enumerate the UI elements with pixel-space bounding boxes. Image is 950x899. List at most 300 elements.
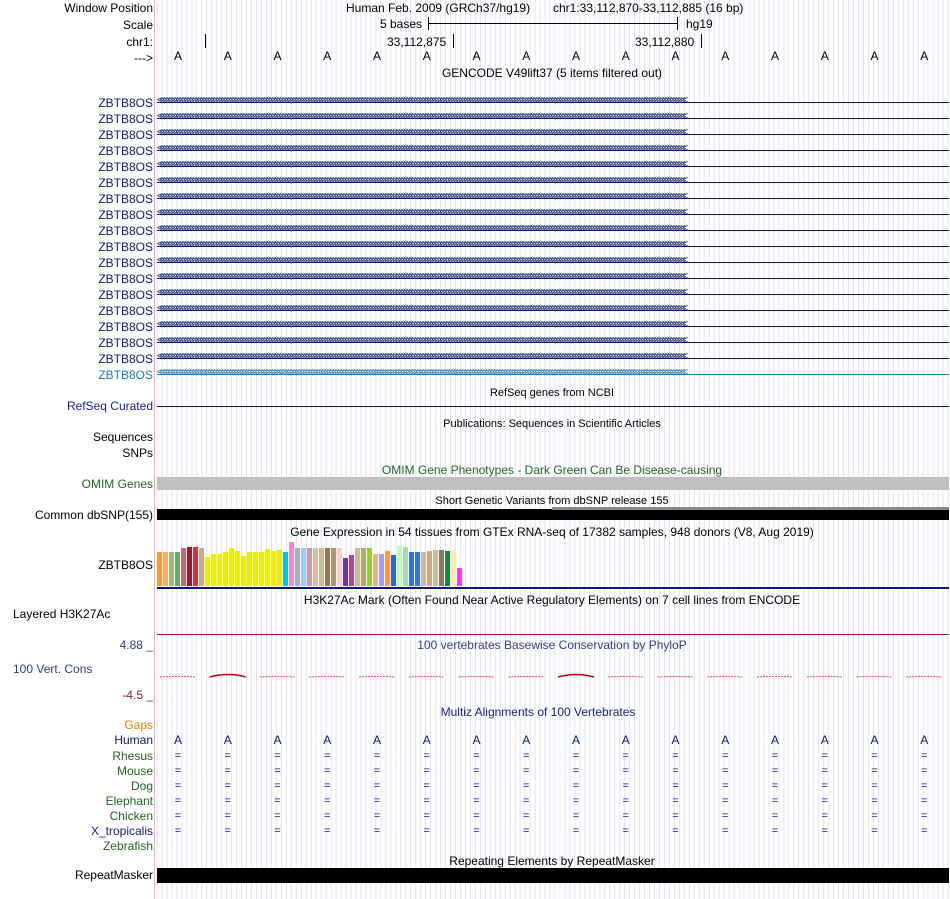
gtex-tissue-bar[interactable] [187, 547, 192, 586]
gencode-transcript-label[interactable]: ZBTB8OS [98, 208, 153, 222]
strand-arrows: <<<<<<<<<<<<<<<<<<<<<<<<<<<<<<<<<<<<<<<<<<<<<<<<<<<<<<<<<<<<<<<<<<<<<<<<<<<<<<<<<<<<<<<<<<<<<<<<<<<<<<<<<<<<<<<<<<<<<<<<<<<<<<<<<<<<<<<<<<<<<<<<<<<<<<<<<<<<<<<<<<<<<<<<<<<<<<<<<<<<<<<<<<<<<<<<<<<<<<<< [157, 127, 685, 138]
gencode-transcript-label[interactable]: ZBTB8OS [98, 320, 153, 334]
sequence-base: A [770, 49, 780, 63]
alignment-match: = [224, 825, 231, 837]
phylop-score-curve [210, 675, 246, 678]
gencode-transcript-feature[interactable] [157, 207, 949, 220]
gencode-transcript-feature[interactable] [157, 127, 949, 140]
gtex-tissue-bar[interactable] [157, 552, 162, 586]
gtex-tissue-bar[interactable] [283, 552, 288, 586]
strand-arrows: <<<<<<<<<<<<<<<<<<<<<<<<<<<<<<<<<<<<<<<<<<<<<<<<<<<<<<<<<<<<<<<<<<<<<<<<<<<<<<<<<<<<<<<<<<<<<<<<<<<<<<<<<<<<<<<<<<<<<<<<<<<<<<<<<<<<<<<<<<<<<<<<<<<<<<<<<<<<<<<<<<<<<<<<<<<<<<<<<<<<<<<<<<<<<<<<<<<<<<<< [157, 319, 685, 330]
gtex-tissue-bar[interactable] [361, 548, 366, 586]
gencode-transcript-feature[interactable] [157, 351, 949, 364]
human-base: A [770, 733, 780, 747]
sequence-base: A [870, 49, 879, 63]
gencode-transcript-label[interactable]: ZBTB8OS [98, 304, 153, 318]
strand-arrows: <<<<<<<<<<<<<<<<<<<<<<<<<<<<<<<<<<<<<<<<<<<<<<<<<<<<<<<<<<<<<<<<<<<<<<<<<<<<<<<<<<<<<<<<<<<<<<<<<<<<<<<<<<<<<<<<<<<<<<<<<<<<<<<<<<<<<<<<<<<<<<<<<<<<<<<<<<<<<<<<<<<<<<<<<<<<<<<<<<<<<<<<<<<<<<<<<<<<<<<< [157, 95, 685, 106]
sequence-base: A [721, 49, 730, 63]
alignment-match: = [274, 750, 281, 762]
gencode-transcript-feature[interactable] [157, 143, 949, 156]
alignment-match: = [672, 810, 679, 822]
gtex-tissue-bar[interactable] [409, 552, 414, 586]
phylop-score-curve [359, 677, 395, 678]
species-label[interactable]: Elephant [105, 794, 153, 808]
gtex-tissue-bar[interactable] [175, 552, 180, 586]
alignment-match: = [324, 780, 331, 792]
gtex-tissue-bar[interactable] [421, 552, 426, 586]
gtex-tissue-bar[interactable] [193, 547, 198, 586]
alignment-match: = [921, 795, 928, 807]
phylop-score-curve [807, 677, 843, 678]
h3k27ac-signal-line [157, 634, 949, 635]
repeatmasker-track-title[interactable]: Repeating Elements by RepeatMasker [449, 854, 655, 868]
gencode-transcript-feature[interactable] [157, 95, 949, 108]
chrom-label: chr1: [126, 35, 153, 49]
human-base: A [273, 733, 282, 747]
ruler-tick-1 [453, 34, 454, 48]
gtex-tissue-bar[interactable] [349, 555, 354, 586]
gtex-tissue-bar[interactable] [241, 556, 246, 586]
phylop-score-curve [707, 677, 743, 678]
alignment-match: = [672, 765, 679, 777]
gtex-tissue-bar[interactable] [331, 548, 336, 586]
scale-bar [428, 23, 678, 24]
alignment-match: = [722, 750, 729, 762]
gencode-transcript-feature[interactable] [157, 287, 949, 300]
species-label[interactable]: Dog [130, 779, 153, 793]
alignment-match: = [473, 825, 480, 837]
alignment-match: = [722, 810, 729, 822]
strand-arrows: <<<<<<<<<<<<<<<<<<<<<<<<<<<<<<<<<<<<<<<<<<<<<<<<<<<<<<<<<<<<<<<<<<<<<<<<<<<<<<<<<<<<<<<<<<<<<<<<<<<<<<<<<<<<<<<<<<<<<<<<<<<<<<<<<<<<<<<<<<<<<<<<<<<<<<<<<<<<<<<<<<<<<<<<<<<<<<<<<<<<<<<<<<<<<<<<<<<<<<<< [157, 271, 685, 282]
alignment-match: = [224, 750, 231, 762]
sequence-base: A [173, 49, 183, 63]
strand-arrows: <<<<<<<<<<<<<<<<<<<<<<<<<<<<<<<<<<<<<<<<<<<<<<<<<<<<<<<<<<<<<<<<<<<<<<<<<<<<<<<<<<<<<<<<<<<<<<<<<<<<<<<<<<<<<<<<<<<<<<<<<<<<<<<<<<<<<<<<<<<<<<<<<<<<<<<<<<<<<<<<<<<<<<<<<<<<<<<<<<<<<<<<<<<<<<<<<<<<<<<< [157, 191, 685, 202]
alignment-match: = [821, 750, 828, 762]
gtex-tissue-bar[interactable] [301, 548, 306, 586]
alignment-match: = [373, 765, 381, 777]
alignment-match: = [622, 795, 629, 807]
ruler-tick-start [205, 34, 206, 48]
alignment-match: = [473, 750, 480, 762]
alignment-match: = [373, 750, 381, 762]
alignment-match: = [274, 825, 281, 837]
alignment-match: = [771, 750, 779, 762]
sequence-base: A [323, 49, 332, 63]
alignment-match: = [672, 780, 679, 792]
left-border [154, 0, 155, 899]
scale-bar-right-tick [677, 17, 678, 30]
alignment-match: = [622, 810, 629, 822]
sequence-base: A [223, 49, 232, 63]
human-base: A [820, 733, 829, 747]
phylop-score-curve [160, 677, 196, 678]
human-base: A [223, 733, 232, 747]
phylop-score-curve [309, 677, 345, 678]
sequence-base: A [372, 49, 382, 63]
phylop-score-curve [608, 677, 644, 678]
sequence-base: A [571, 49, 581, 63]
strand-arrows: <<<<<<<<<<<<<<<<<<<<<<<<<<<<<<<<<<<<<<<<<<<<<<<<<<<<<<<<<<<<<<<<<<<<<<<<<<<<<<<<<<<<<<<<<<<<<<<<<<<<<<<<<<<<<<<<<<<<<<<<<<<<<<<<<<<<<<<<<<<<<<<<<<<<<<<<<<<<<<<<<<<<<<<<<<<<<<<<<<<<<<<<<<<<<<<<<<<<<<<< [157, 207, 685, 218]
alignment-match: = [771, 810, 779, 822]
alignment-match: = [871, 750, 878, 762]
gtex-tissue-bar[interactable] [253, 552, 258, 586]
omim-label[interactable]: OMIM Genes [81, 477, 153, 491]
alignment-match: = [473, 765, 480, 777]
gencode-transcript-feature[interactable] [157, 335, 949, 348]
alignment-match: = [672, 825, 679, 837]
alignment-match: = [523, 765, 530, 777]
alignment-match: = [523, 795, 530, 807]
gencode-transcript-label[interactable]: ZBTB8OS [98, 128, 153, 142]
phylop-min-label: -4.5 _ [122, 688, 153, 702]
alignment-match: = [274, 810, 281, 822]
gtex-tissue-bar[interactable] [169, 552, 174, 586]
alignment-match: = [921, 765, 928, 777]
gtex-divider [157, 587, 949, 589]
alignment-match: = [871, 810, 878, 822]
gtex-tissue-bar[interactable] [223, 552, 228, 586]
human-base: A [721, 733, 730, 747]
gtex-tissue-bar[interactable] [181, 548, 186, 586]
strand-arrows: <<<<<<<<<<<<<<<<<<<<<<<<<<<<<<<<<<<<<<<<<<<<<<<<<<<<<<<<<<<<<<<<<<<<<<<<<<<<<<<<<<<<<<<<<<<<<<<<<<<<<<<<<<<<<<<<<<<<<<<<<<<<<<<<<<<<<<<<<<<<<<<<<<<<<<<<<<<<<<<<<<<<<<<<<<<<<<<<<<<<<<<<<<<<<<<<<<<<<<<< [157, 351, 685, 362]
gtex-tissue-bar[interactable] [229, 548, 234, 586]
gencode-transcript-feature[interactable] [157, 239, 949, 252]
gencode-transcript-label[interactable]: ZBTB8OS [98, 160, 153, 174]
alignment-match: = [274, 765, 281, 777]
sequence-base: A [920, 49, 929, 63]
strand-arrows: <<<<<<<<<<<<<<<<<<<<<<<<<<<<<<<<<<<<<<<<<<<<<<<<<<<<<<<<<<<<<<<<<<<<<<<<<<<<<<<<<<<<<<<<<<<<<<<<<<<<<<<<<<<<<<<<<<<<<<<<<<<<<<<<<<<<<<<<<<<<<<<<<<<<<<<<<<<<<<<<<<<<<<<<<<<<<<<<<<<<<<<<<<<<<<<<<<<<<<<< [157, 287, 685, 298]
gtex-tissue-bar[interactable] [385, 551, 390, 586]
alignment-match: = [523, 780, 530, 792]
alignment-match: = [572, 795, 580, 807]
gtex-tissue-bar[interactable] [337, 548, 342, 586]
refseq-feature-line[interactable] [157, 406, 949, 407]
gtex-tissue-bar[interactable] [451, 550, 456, 586]
alignment-match: = [423, 750, 430, 762]
gtex-tissue-bar[interactable] [277, 550, 282, 586]
gtex-tissue-bar[interactable] [259, 552, 264, 586]
gtex-tissue-bar[interactable] [403, 547, 408, 586]
alignment-match: = [373, 825, 381, 837]
phylop-score-curve [508, 677, 544, 678]
gencode-transcript-label[interactable]: ZBTB8OS [98, 272, 153, 286]
position-readout: chr1:33,112,870-33,112,885 (16 bp) [553, 1, 744, 15]
gtex-tissue-bar[interactable] [289, 542, 294, 586]
gtex-tissue-bar[interactable] [163, 552, 168, 586]
alignment-match: = [622, 780, 629, 792]
gencode-transcript-feature[interactable] [157, 159, 949, 172]
alignment-match: = [821, 780, 828, 792]
alignment-match: = [274, 780, 281, 792]
alignment-match: = [622, 825, 629, 837]
scale-db: hg19 [686, 17, 713, 31]
gencode-transcript-label[interactable]: ZBTB8OS [98, 256, 153, 270]
alignment-match: = [722, 795, 729, 807]
gtex-tissue-bar[interactable] [457, 568, 462, 586]
alignment-match: = [174, 825, 182, 837]
alignment-match: = [324, 765, 331, 777]
strand-arrows: <<<<<<<<<<<<<<<<<<<<<<<<<<<<<<<<<<<<<<<<<<<<<<<<<<<<<<<<<<<<<<<<<<<<<<<<<<<<<<<<<<<<<<<<<<<<<<<<<<<<<<<<<<<<<<<<<<<<<<<<<<<<<<<<<<<<<<<<<<<<<<<<<<<<<<<<<<<<<<<<<<<<<<<<<<<<<<<<<<<<<<<<<<<<<<<<<<<<<<<< [157, 143, 685, 154]
gtex-tissue-bar[interactable] [205, 557, 210, 586]
alignment-match: = [871, 825, 878, 837]
gaps-label[interactable]: Gaps [124, 718, 153, 732]
alignment-match: = [523, 810, 530, 822]
gtex-tissue-bar[interactable] [367, 548, 372, 586]
publications-sequences-label[interactable]: Sequences [92, 430, 153, 444]
phylop-score-curve [558, 675, 594, 678]
alignment-match: = [423, 765, 430, 777]
gtex-tissue-bar[interactable] [319, 548, 324, 586]
gencode-transcript-feature[interactable] [157, 255, 949, 268]
alignment-match: = [921, 825, 928, 837]
alignment-match: = [622, 750, 629, 762]
gtex-tissue-bar[interactable] [211, 554, 216, 586]
alignment-match: = [821, 765, 828, 777]
alignment-match: = [523, 750, 530, 762]
strand-arrows: <<<<<<<<<<<<<<<<<<<<<<<<<<<<<<<<<<<<<<<<<<<<<<<<<<<<<<<<<<<<<<<<<<<<<<<<<<<<<<<<<<<<<<<<<<<<<<<<<<<<<<<<<<<<<<<<<<<<<<<<<<<<<<<<<<<<<<<<<<<<<<<<<<<<<<<<<<<<<<<<<<<<<<<<<<<<<<<<<<<<<<<<<<<<<<<<<<<<<<<< [157, 303, 685, 314]
alignment-match: = [921, 780, 928, 792]
gencode-transcript-label[interactable]: ZBTB8OS [98, 144, 153, 158]
refseq-track-title[interactable]: RefSeq genes from NCBI [489, 387, 615, 399]
ruler-tick-2 [701, 34, 702, 48]
scale-text: 5 bases [380, 17, 423, 31]
alignment-match: = [473, 795, 480, 807]
alignment-match: = [174, 780, 182, 792]
gencode-transcript-feature[interactable] [157, 175, 949, 188]
alignment-match: = [174, 795, 182, 807]
alignment-match: = [423, 780, 430, 792]
phylop-signal[interactable] [154, 670, 950, 690]
alignment-match: = [821, 825, 828, 837]
gtex-bar-chart[interactable] [157, 540, 537, 586]
gencode-transcript-feature[interactable] [157, 111, 949, 124]
gencode-track-title[interactable]: GENCODE V49lift37 (5 items filtered out) [441, 66, 663, 80]
multiz-track-title[interactable]: Multiz Alignments of 100 Vertebrates [440, 705, 636, 719]
human-base: A [372, 733, 382, 747]
alignment-match: = [572, 810, 580, 822]
alignment-match: = [771, 795, 779, 807]
alignment-match: = [224, 810, 231, 822]
alignment-match: = [373, 795, 381, 807]
alignment-match: = [224, 795, 231, 807]
alignment-match: = [324, 825, 331, 837]
gencode-transcript-feature[interactable] [157, 191, 949, 204]
alignment-match: = [373, 780, 381, 792]
scale-bar-left-tick [428, 17, 429, 30]
phylop-score-curve [459, 677, 495, 678]
gencode-transcript-label[interactable]: ZBTB8OS [98, 288, 153, 302]
gencode-transcript-label[interactable]: ZBTB8OS [98, 96, 153, 110]
dbsnp-label[interactable]: Common dbSNP(155) [34, 508, 153, 522]
gtex-tissue-bar[interactable] [433, 550, 438, 586]
alignment-match: = [871, 795, 878, 807]
alignment-match: = [672, 750, 679, 762]
human-base: A [323, 733, 332, 747]
gencode-transcript-label[interactable]: ZBTB8OS [98, 176, 153, 190]
gtex-tissue-bar[interactable] [235, 551, 240, 586]
gencode-transcript-feature[interactable] [157, 271, 949, 284]
alignment-match: = [274, 795, 281, 807]
gtex-tissue-bar[interactable] [379, 554, 384, 586]
gtex-tissue-bar[interactable] [199, 548, 204, 586]
alignment-match: = [622, 765, 629, 777]
alignment-match: = [423, 795, 430, 807]
gtex-tissue-bar[interactable] [391, 555, 396, 586]
human-base: A [870, 733, 879, 747]
alignment-match: = [373, 810, 381, 822]
alignment-match: = [324, 810, 331, 822]
sequence-base: A [422, 49, 431, 63]
strand-arrows: <<<<<<<<<<<<<<<<<<<<<<<<<<<<<<<<<<<<<<<<<<<<<<<<<<<<<<<<<<<<<<<<<<<<<<<<<<<<<<<<<<<<<<<<<<<<<<<<<<<<<<<<<<<<<<<<<<<<<<<<<<<<<<<<<<<<<<<<<<<<<<<<<<<<<<<<<<<<<<<<<<<<<<<<<<<<<<<<<<<<<<<<<<<<<<<<<<<<<<<< [157, 223, 685, 234]
alignment-match: = [921, 750, 928, 762]
strand-arrows: <<<<<<<<<<<<<<<<<<<<<<<<<<<<<<<<<<<<<<<<<<<<<<<<<<<<<<<<<<<<<<<<<<<<<<<<<<<<<<<<<<<<<<<<<<<<<<<<<<<<<<<<<<<<<<<<<<<<<<<<<<<<<<<<<<<<<<<<<<<<<<<<<<<<<<<<<<<<<<<<<<<<<<<<<<<<<<<<<<<<<<<<<<<<<<<<<<<<<<<< [157, 239, 685, 250]
phylop-score-curve [260, 677, 296, 678]
gtex-tissue-bar[interactable] [343, 558, 348, 586]
alignment-match: = [771, 765, 779, 777]
sequence-base: A [820, 49, 829, 63]
publications-track-title[interactable]: Publications: Sequences in Scientific Articles [443, 418, 661, 430]
human-base: A [920, 733, 929, 747]
gtex-track-title[interactable]: Gene Expression in 54 tissues from GTEx RNA-seq of 17382 samples, 948 donors (V8, Aug 2019) [290, 525, 814, 539]
human-base: A [472, 733, 481, 747]
strand-arrows: <<<<<<<<<<<<<<<<<<<<<<<<<<<<<<<<<<<<<<<<<<<<<<<<<<<<<<<<<<<<<<<<<<<<<<<<<<<<<<<<<<<<<<<<<<<<<<<<<<<<<<<<<<<<<<<<<<<<<<<<<<<<<<<<<<<<<<<<<<<<<<<<<<<<<<<<<<<<<<<<<<<<<<<<<<<<<<<<<<<<<<<<<<<<<<<<<<<<<<<< [157, 335, 685, 346]
omim-track-title[interactable]: OMIM Gene Phenotypes - Dark Green Can Be Disease-causing [381, 463, 723, 477]
species-label[interactable]: X_tropicalis [90, 824, 153, 838]
phylop-label[interactable]: 100 Vert. Cons [13, 662, 93, 676]
gtex-tissue-bar[interactable] [397, 546, 402, 586]
phylop-track-title[interactable]: 100 vertebrates Basewise Conservation by PhyloP [417, 638, 687, 652]
assembly-title: Human Feb. 2009 (GRCh37/hg19) [346, 1, 531, 15]
phylop-score-curve [906, 677, 942, 678]
gencode-transcript-label[interactable]: ZBTB8OS [98, 192, 153, 206]
strand-label: ---> [134, 51, 153, 65]
alignment-match: = [473, 810, 480, 822]
human-label[interactable]: Human [114, 733, 153, 747]
human-base: A [173, 733, 183, 747]
gencode-transcript-label[interactable]: ZBTB8OS [98, 368, 153, 382]
gencode-transcript-feature[interactable] [157, 319, 949, 332]
strand-arrows: <<<<<<<<<<<<<<<<<<<<<<<<<<<<<<<<<<<<<<<<<<<<<<<<<<<<<<<<<<<<<<<<<<<<<<<<<<<<<<<<<<<<<<<<<<<<<<<<<<<<<<<<<<<<<<<<<<<<<<<<<<<<<<<<<<<<<<<<<<<<<<<<<<<<<<<<<<<<<<<<<<<<<<<<<<<<<<<<<<<<<<<<<<<<<<<<<<<<<<<< [157, 175, 685, 186]
human-base: A [522, 733, 531, 747]
alignment-match: = [572, 750, 580, 762]
gtex-tissue-bar[interactable] [439, 550, 444, 586]
gencode-transcript-label[interactable]: ZBTB8OS [98, 112, 153, 126]
h3k27ac-label[interactable]: Layered H3K27Ac [13, 607, 111, 621]
alignment-match: = [324, 750, 331, 762]
strand-arrows: <<<<<<<<<<<<<<<<<<<<<<<<<<<<<<<<<<<<<<<<<<<<<<<<<<<<<<<<<<<<<<<<<<<<<<<<<<<<<<<<<<<<<<<<<<<<<<<<<<<<<<<<<<<<<<<<<<<<<<<<<<<<<<<<<<<<<<<<<<<<<<<<<<<<<<<<<<<<<<<<<<<<<<<<<<<<<<<<<<<<<<<<<<<<<<<<<<<<<<<< [157, 255, 685, 266]
alignment-match: = [423, 810, 430, 822]
window-position-label: Window Position [64, 1, 153, 15]
gtex-tissue-bar[interactable] [295, 548, 300, 586]
gtex-tissue-bar[interactable] [271, 551, 276, 586]
gencode-transcript-feature[interactable] [157, 223, 949, 236]
alignment-match: = [771, 825, 779, 837]
human-base: A [571, 733, 581, 747]
species-label[interactable]: Zebrafish [102, 839, 153, 853]
species-label[interactable]: Mouse [116, 764, 153, 778]
gtex-tissue-bar[interactable] [307, 548, 312, 586]
alignment-match: = [722, 825, 729, 837]
gtex-tissue-bar[interactable] [265, 549, 270, 586]
alignment-match: = [473, 780, 480, 792]
refseq-label[interactable]: RefSeq Curated [66, 399, 153, 413]
repeatmasker-feature-bar[interactable] [157, 868, 949, 883]
alignment-match: = [174, 810, 182, 822]
alignment-match: = [572, 780, 580, 792]
alignment-match: = [921, 810, 928, 822]
alignment-match: = [771, 780, 779, 792]
human-base: A [422, 733, 431, 747]
gtex-tissue-bar[interactable] [355, 548, 360, 586]
alignment-match: = [572, 765, 580, 777]
alignment-match: = [821, 795, 828, 807]
gtex-tissue-bar[interactable] [247, 552, 252, 586]
strand-arrows: <<<<<<<<<<<<<<<<<<<<<<<<<<<<<<<<<<<<<<<<<<<<<<<<<<<<<<<<<<<<<<<<<<<<<<<<<<<<<<<<<<<<<<<<<<<<<<<<<<<<<<<<<<<<<<<<<<<<<<<<<<<<<<<<<<<<<<<<<<<<<<<<<<<<<<<<<<<<<<<<<<<<<<<<<<<<<<<<<<<<<<<<<<<<<<<<<<<<<<<< [157, 111, 685, 122]
sequence-base: A [273, 49, 282, 63]
omim-feature-bar[interactable] [157, 477, 949, 490]
sequence-base: A [671, 49, 680, 63]
gencode-transcript-label[interactable]: ZBTB8OS [98, 352, 153, 366]
strand-arrows: <<<<<<<<<<<<<<<<<<<<<<<<<<<<<<<<<<<<<<<<<<<<<<<<<<<<<<<<<<<<<<<<<<<<<<<<<<<<<<<<<<<<<<<<<<<<<<<<<<<<<<<<<<<<<<<<<<<<<<<<<<<<<<<<<<<<<<<<<<<<<<<<<<<<<<<<<<<<<<<<<<<<<<<<<<<<<<<<<<<<<<<<<<<<<<<<<<<<<<<< [157, 159, 685, 170]
gtex-tissue-bar[interactable] [325, 548, 330, 586]
alignment-match: = [871, 765, 878, 777]
coord-label-1: 33,112,875 [387, 35, 447, 49]
alignment-match: = [722, 780, 729, 792]
phylop-score-curve [409, 677, 445, 678]
dbsnp-track-title[interactable]: Short Genetic Variants from dbSNP release 155 [435, 495, 669, 507]
alignment-match: = [722, 765, 729, 777]
phylop-max-label: 4.88 _ [119, 638, 153, 652]
gtex-tissue-bar[interactable] [217, 554, 222, 586]
gencode-transcript-feature[interactable] [157, 367, 949, 380]
scale-label: Scale [122, 18, 153, 32]
species-label[interactable]: Rhesus [112, 749, 153, 763]
alignment-match: = [821, 810, 828, 822]
gtex-tissue-bar[interactable] [373, 554, 378, 586]
alignment-match: = [174, 765, 182, 777]
gtex-label[interactable]: ZBTB8OS [98, 558, 153, 572]
gencode-transcript-feature[interactable] [157, 303, 949, 316]
h3k27ac-track-title[interactable]: H3K27Ac Mark (Often Found Near Active Regulatory Elements) on 7 cell lines from ENCODE [303, 593, 801, 607]
human-base: A [621, 733, 630, 747]
alignment-match: = [224, 765, 231, 777]
alignment-match: = [423, 825, 430, 837]
publications-snps-label[interactable]: SNPs [122, 446, 153, 460]
alignment-match: = [523, 825, 530, 837]
gencode-transcript-label[interactable]: ZBTB8OS [98, 240, 153, 254]
sequence-base: A [472, 49, 481, 63]
species-label[interactable]: Chicken [109, 809, 153, 823]
alignment-match: = [324, 795, 331, 807]
dbsnp-feature-bar[interactable] [157, 509, 949, 520]
alignment-match: = [224, 780, 231, 792]
phylop-score-curve [757, 677, 793, 678]
gtex-tissue-bar[interactable] [445, 551, 450, 586]
gencode-transcript-label[interactable]: ZBTB8OS [98, 224, 153, 238]
gtex-tissue-bar[interactable] [415, 552, 420, 586]
alignment-match: = [572, 825, 580, 837]
gencode-transcript-label[interactable]: ZBTB8OS [98, 336, 153, 350]
coord-label-2: 33,112,880 [635, 35, 695, 49]
phylop-score-curve [857, 677, 893, 678]
gtex-tissue-bar[interactable] [427, 551, 432, 586]
alignment-match: = [672, 795, 679, 807]
phylop-score-curve [658, 677, 694, 678]
repeatmasker-label[interactable]: RepeatMasker [74, 868, 153, 882]
human-base: A [671, 733, 680, 747]
sequence-base: A [621, 49, 630, 63]
gtex-tissue-bar[interactable] [313, 548, 318, 586]
